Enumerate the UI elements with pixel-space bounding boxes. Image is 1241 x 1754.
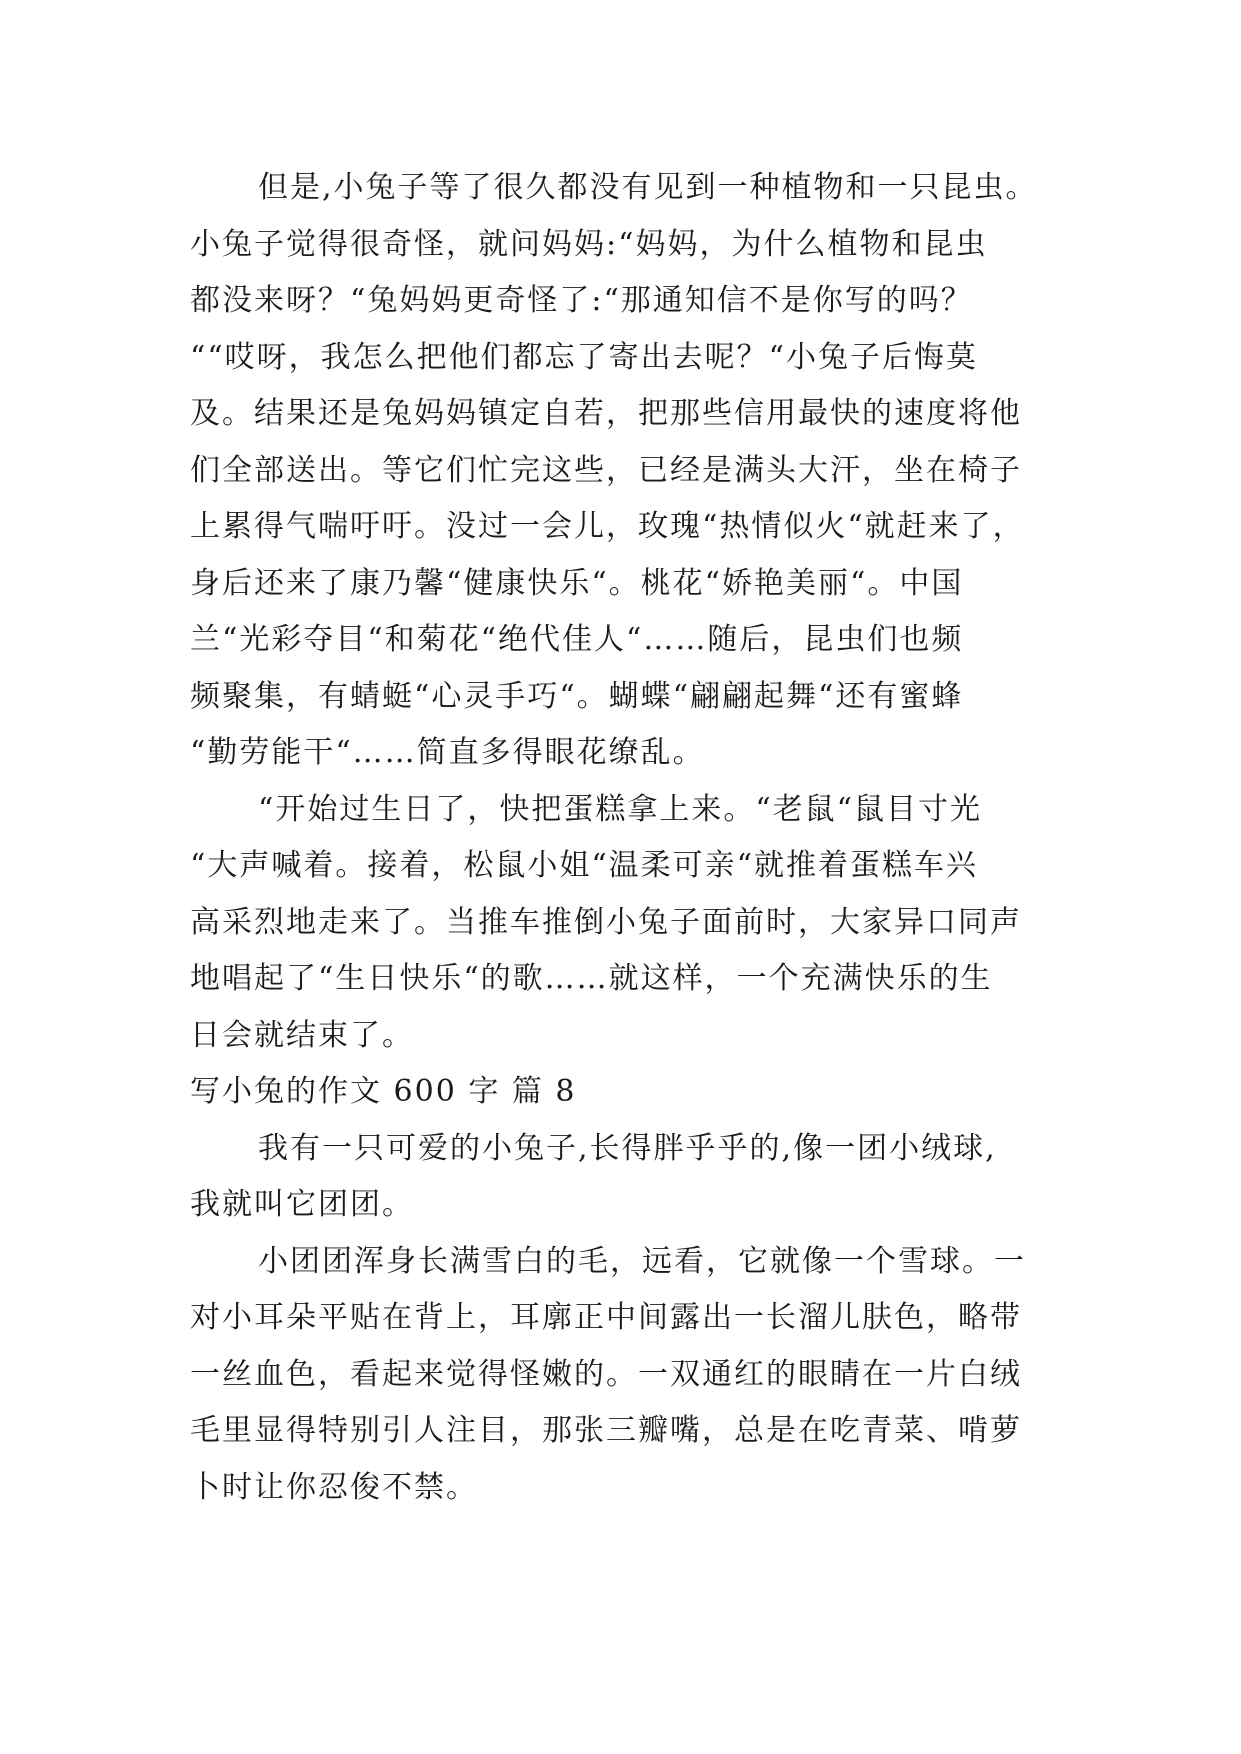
text-line: 高采烈地走来了。当推车推倒小兔子面前时，大家异口同声 — [190, 904, 1022, 940]
text-line: 日会就结束了。 — [190, 1017, 414, 1053]
text-line: 一丝血色，看起来觉得怪嫩的。一双通红的眼睛在一片白绒 — [190, 1356, 1022, 1392]
text-line: 地唱起了“生日快乐“的歌……就这样，一个充满快乐的生 — [190, 961, 993, 996]
text-line: 频聚集，有蜻蜓“心灵手巧“。蝴蝶“翩翩起舞“还有蜜蜂 — [190, 678, 964, 714]
text-line: 卜时让你忍俊不禁。 — [190, 1469, 478, 1505]
text-line: 小兔子觉得很奇怪，就问妈妈:“妈妈，为什么植物和昆虫 — [190, 226, 988, 262]
text-line: 兰“光彩夺目“和菊花“绝代佳人“……随后，昆虫们也频 — [190, 622, 964, 657]
text-line: 身后还来了康乃馨“健康快乐“。桃花“娇艳美丽“。中国 — [190, 565, 964, 601]
text-line: “开始过生日了，快把蛋糕拿上来。“老鼠“鼠目寸光 — [258, 791, 983, 827]
text-line: 但是,小兔子等了很久都没有见到一种植物和一只昆虫。 — [258, 170, 1038, 205]
document-body — [190, 160, 1070, 1516]
text-line: ““哎呀，我怎么把他们都忘了寄出去呢？“小兔子后悔莫 — [190, 339, 979, 375]
text-line: 我有一只可爱的小兔子,长得胖乎乎的,像一团小绒球, — [258, 1130, 997, 1166]
text-line: 上累得气喘吁吁。没过一会儿，玫瑰“热情似火“就赶来了， — [190, 509, 1025, 544]
text-line: 对小耳朵平贴在背上，耳廓正中间露出一长溜儿肤色，略带 — [190, 1300, 1022, 1335]
text-line: “大声喊着。接着，松鼠小姐“温柔可亲“就推着蛋糕车兴 — [190, 848, 979, 883]
text-line: 及。结果还是兔妈妈镇定自若，把那些信用最快的速度将他 — [190, 396, 1022, 431]
text-line: 们全部送出。等它们忙完这些，已经是满头大汗，坐在椅子 — [190, 452, 1022, 488]
text-line: “勤劳能干“……简直多得眼花缭乱。 — [190, 735, 705, 770]
text-line: 都没来呀？“兔妈妈更奇怪了:“那通知信不是你写的吗？ — [190, 283, 973, 318]
text-line: 毛里显得特别引人注目，那张三瓣嘴，总是在吃青菜、啃萝 — [190, 1413, 1022, 1448]
text-line: 小团团浑身长满雪白的毛，远看，它就像一个雪球。一 — [258, 1243, 1026, 1279]
text-line: 我就叫它团团。 — [190, 1187, 414, 1222]
section-heading: 写小兔的作文 600 字 篇 8 — [190, 1074, 577, 1109]
